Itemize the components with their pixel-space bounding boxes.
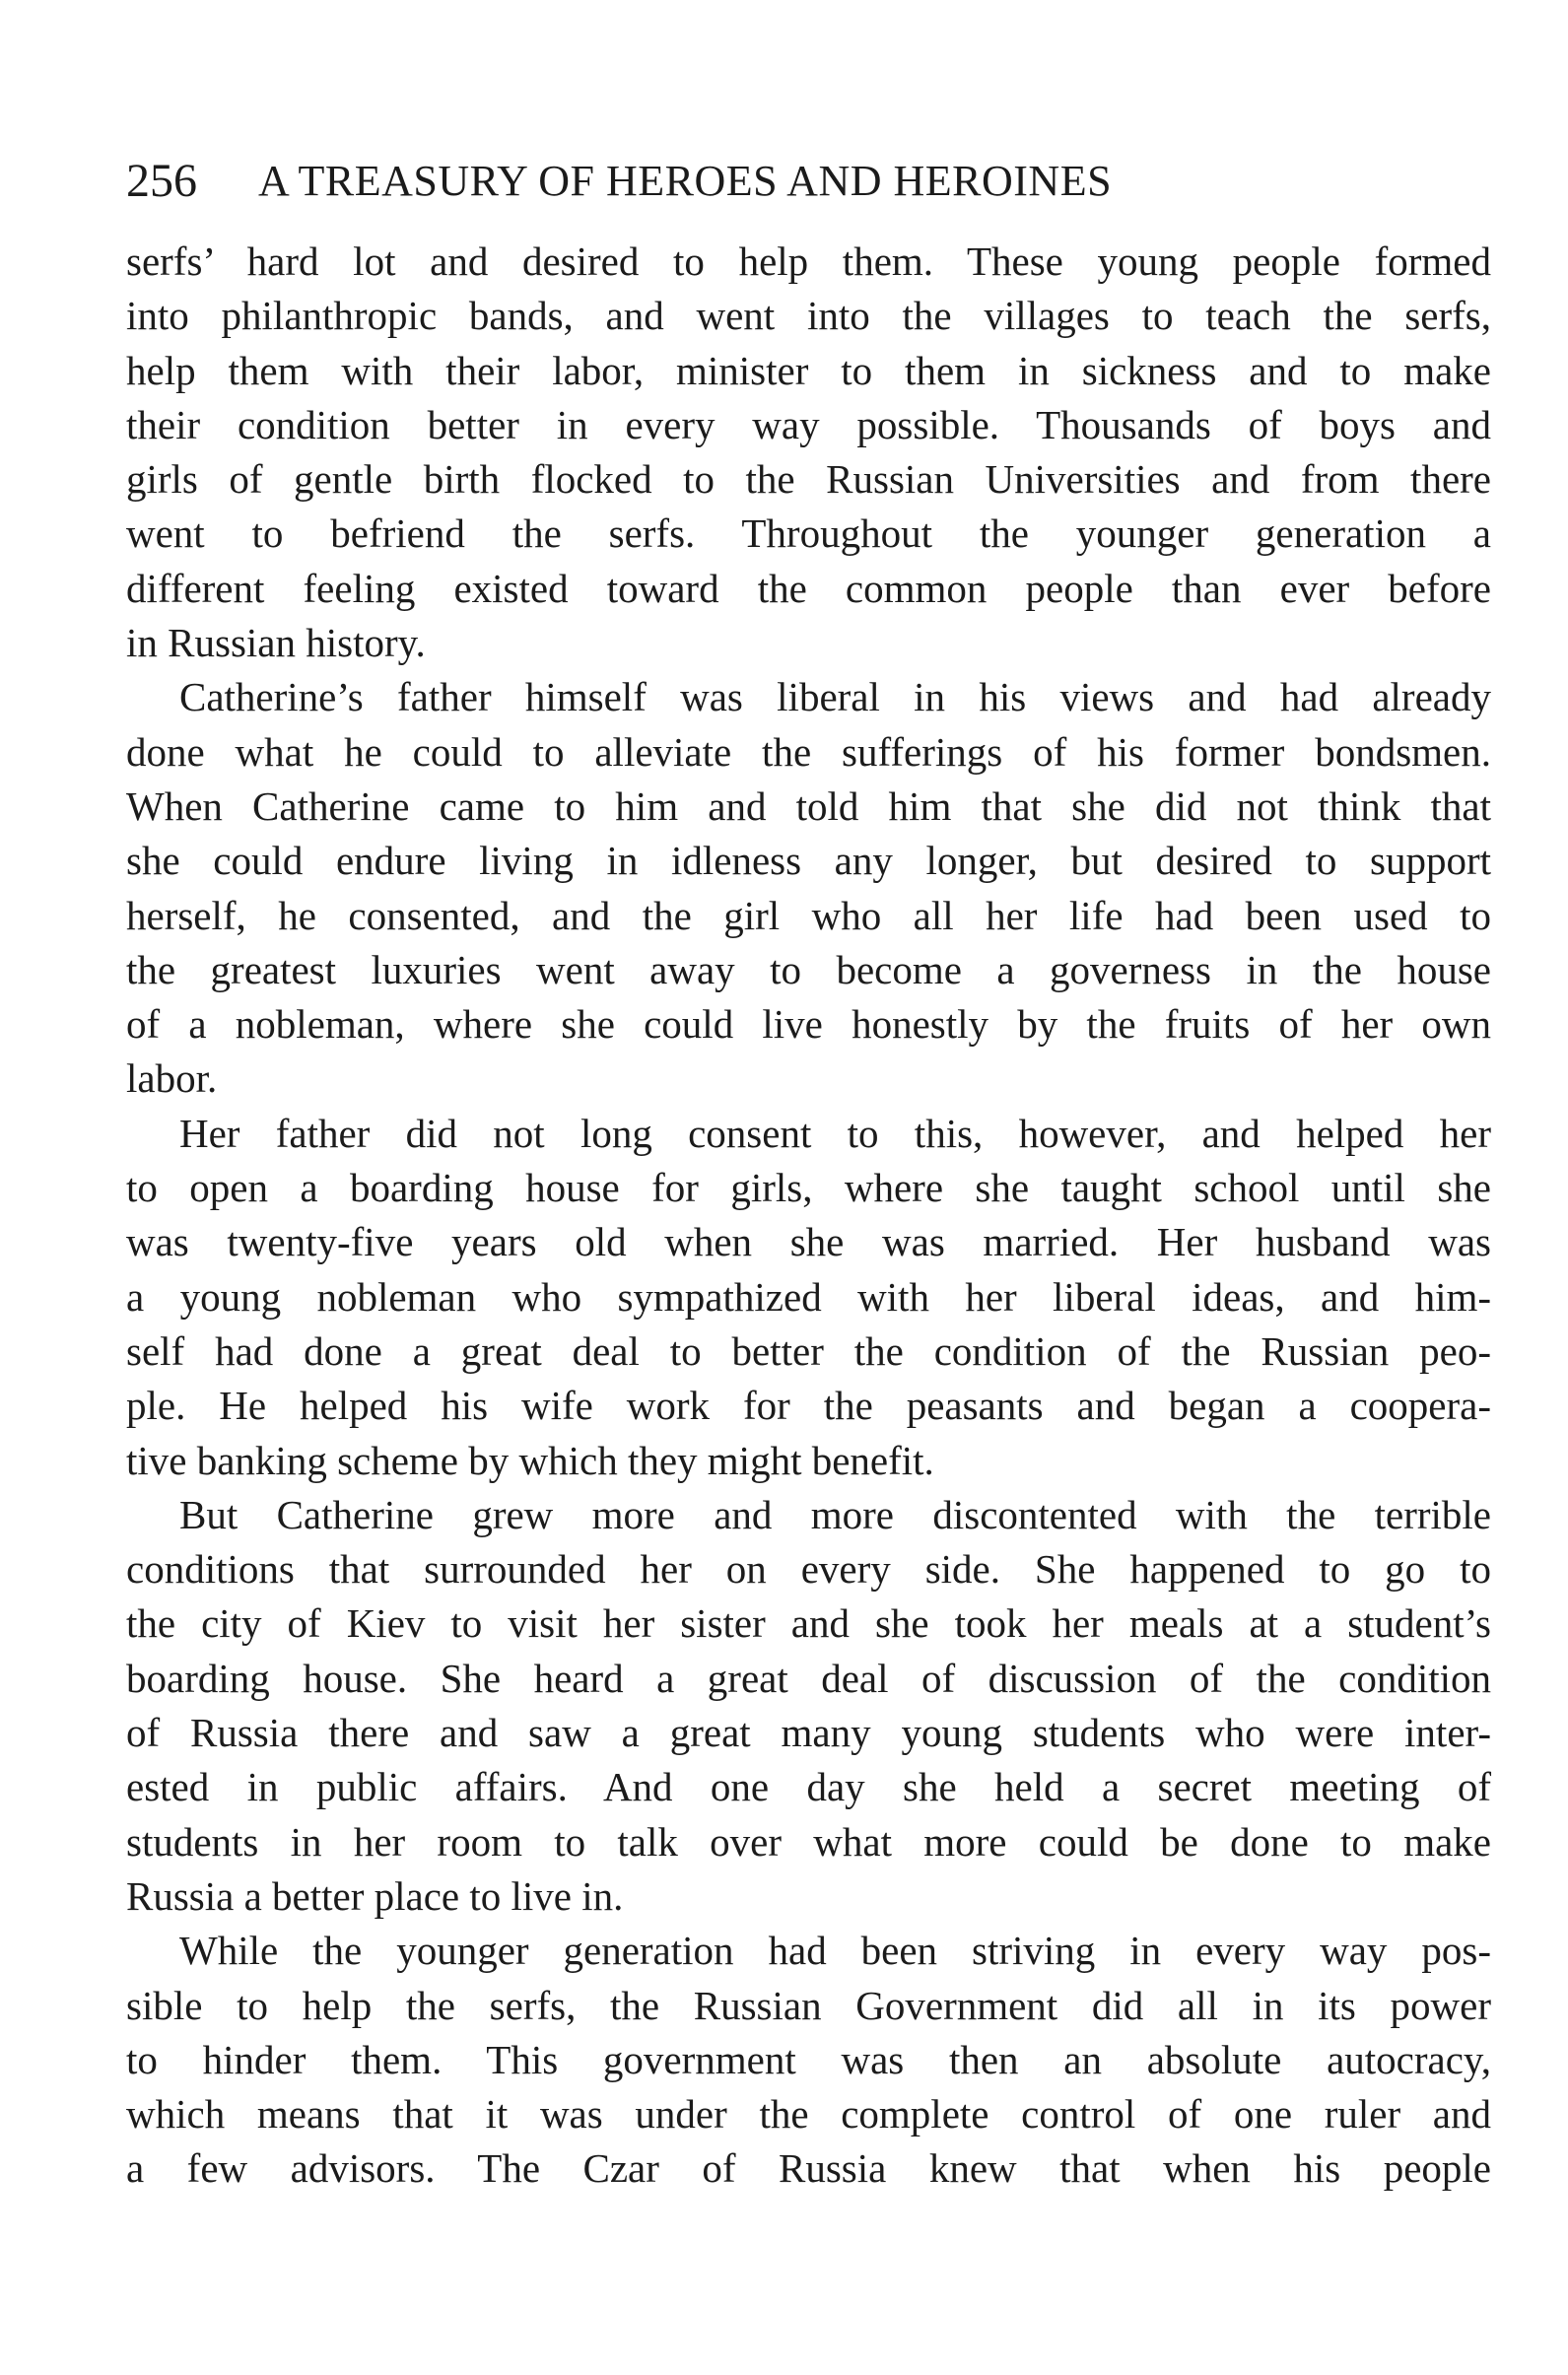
text-line: help them with their labor, minister to them in sickness and to make [126,347,1491,393]
paragraph [126,1107,1491,1488]
text-line: But Catherine grew more and more discontented with the terrible [179,1491,1491,1537]
text-line: Catherine’s father himself was liberal in his views and had already [179,674,1491,720]
text-line: in Russian history. [126,620,426,666]
page-header [126,150,1506,213]
body-text [126,235,1491,2197]
text-line: to open a boarding house for girls, where she taught school until she [126,1165,1491,1211]
text-line: was twenty-five years old when she was married. Her husband was [126,1219,1491,1265]
text-line: Her father did not long consent to this, however, and helped her [179,1110,1491,1156]
text-line: ested in public affairs. And one day she held a secret meeting of [126,1764,1491,1810]
text-line: ple. He helped his wife work for the peasants and began a coopera- [126,1383,1491,1429]
paragraph [126,670,1491,1106]
text-line: which means that it was under the complete control of one ruler and [126,2091,1491,2138]
text-line: she could endure living in idleness any longer, but desired to support [126,838,1491,884]
text-line: self had done a great deal to better the condition of the Russian peo- [126,1327,1491,1374]
text-line: the city of Kiev to visit her sister and she took her meals at a student’s [126,1600,1491,1647]
text-line: serfs’ hard lot and desired to help them. These young people formed [126,238,1491,284]
text-line: sible to help the serfs, the Russian Government did all in its power [126,1982,1491,2028]
text-line: herself, he consented, and the girl who all her life had been used to [126,892,1491,938]
text-line: done what he could to alleviate the sufferings of his former bondsmen. [126,728,1491,775]
text-line: of a nobleman, where she could live honestly by the fruits of her own [126,1001,1491,1048]
text-line: When Catherine came to him and told him that she did not think that [126,782,1491,829]
text-line: to hinder them. This government was then an absolute autocracy, [126,2036,1491,2082]
paragraph [126,1924,1491,2196]
text-line: tive banking scheme by which they might benefit. [126,1437,934,1483]
text-line: the greatest luxuries went away to become a governess in the house [126,946,1491,992]
text-line: students in her room to talk over what more could be done to make [126,1818,1491,1865]
paragraph [126,1488,1491,1924]
text-line: conditions that surrounded her on every side. She happened to go to [126,1546,1491,1593]
text-line: into philanthropic bands, and went into the villages to teach the serfs, [126,293,1491,339]
text-line: boarding house. She heard a great deal of discussion of the condition [126,1655,1491,1701]
running-title: A TREASURY OF HEROES AND HEROINES [258,157,1113,205]
text-line: a young nobleman who sympathized with her liberal ideas, and him- [126,1273,1491,1320]
text-line: labor. [126,1055,218,1102]
text-line: went to befriend the serfs. Throughout the younger generation a [126,510,1491,557]
paragraph [126,235,1491,670]
text-line: Russia a better place to live in. [126,1872,624,1919]
text-line: girls of gentle birth flocked to the Russian Universities and from there [126,456,1491,503]
text-line: their condition better in every way possible. Thousands of boys and [126,401,1491,447]
text-line: a few advisors. The Czar of Russia knew that when his people [126,2145,1491,2192]
text-line: of Russia there and saw a great many young students who were inter- [126,1710,1491,1756]
page-number: 256 [126,155,197,207]
text-line: While the younger generation had been striving in every way pos- [179,1928,1491,1974]
text-line: different feeling existed toward the common people than ever before [126,565,1491,611]
